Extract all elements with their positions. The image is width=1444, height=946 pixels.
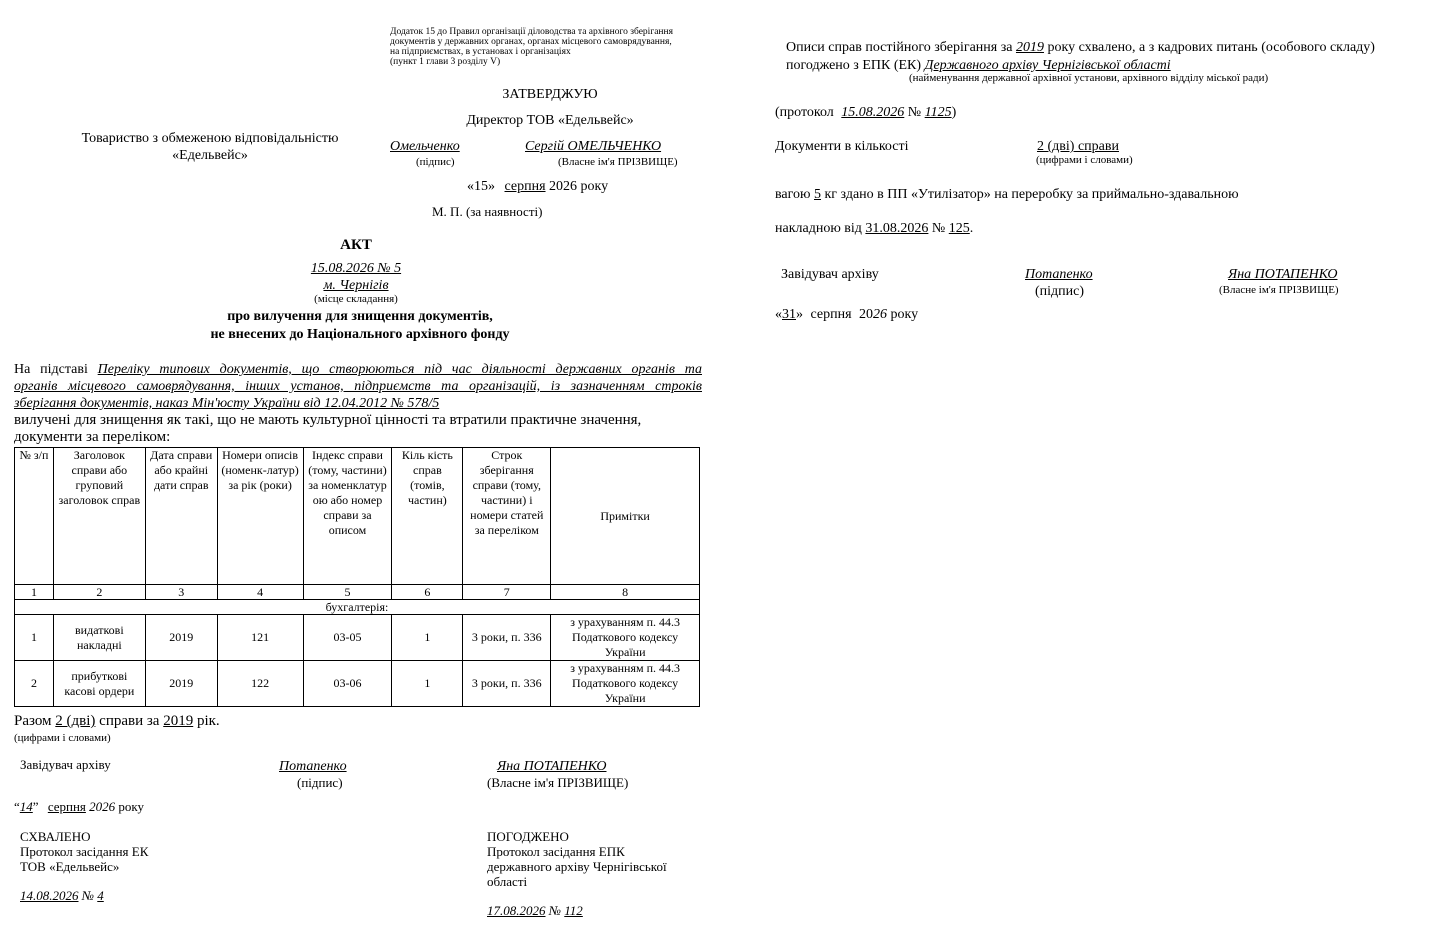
- signature-caption: (підпис): [1035, 284, 1085, 299]
- basis-reference: Переліку типових документів, що створюються під час діяльності державних органів та: [97, 362, 702, 377]
- name-caption: (Власне ім'я ПРІЗВИЩЕ): [1219, 284, 1339, 296]
- inventories-approved: Описи справ постійного зберігання за 2019 року схвалено, а з кадрових питань (особового складу): [786, 40, 1375, 55]
- documents-count-value: 2 (дві) справи: [1037, 139, 1119, 154]
- right-head-signature: Потапенко: [1025, 267, 1093, 282]
- col-header: Кіль кість справ (томів, частин): [392, 448, 463, 585]
- approve-position: Директор ТОВ «Едельвейс»: [466, 113, 634, 128]
- approve-date: «15» серпня 2026 року: [467, 179, 609, 194]
- act-place: м. Чернігів: [323, 278, 389, 293]
- agreed-epk-block: ПОГОДЖЕНО Протокол засідання ЕПК державного архіву Чернігівської області 17.08.2026 № 112: [487, 829, 667, 918]
- approve-title: ЗАТВЕРДЖУЮ: [502, 87, 598, 102]
- archive-head-position: Завідувач архіву: [20, 757, 111, 772]
- column-numbers-row: 1 2 3 4 5 6 7 8: [15, 585, 700, 600]
- agreed-with-epk: погоджено з ЕПК (ЕК) Державного архіву Чернігівської області: [786, 58, 1171, 73]
- total-caption: (цифрами і словами): [14, 732, 111, 744]
- basis-paragraph: На підставі Переліку типових документів, що створюються під час діяльності державних органів та органів місцевого самоврядування, інших установ, підприємств та організацій, із зазначенням строків зберігання документів, наказ Мін'юсту України від 12.04.2012 № 578/5 вилучені для знищення як такі, що не мають культурної цінності та втратили практичне значення, документи за переліком:: [14, 362, 702, 445]
- director-signature: Омельченко: [390, 139, 460, 154]
- table-header: [15, 448, 700, 585]
- place-caption: (місце складання): [314, 293, 398, 305]
- col-header: Дата справи або крайні дати справ: [145, 448, 217, 585]
- signature-caption: (підпис): [297, 775, 343, 790]
- stamp-note: М. П. (за наявності): [432, 204, 543, 219]
- archive-head-signature: Потапенко: [279, 759, 347, 774]
- col-header: Примітки: [551, 448, 700, 585]
- total-line: Разом 2 (дві) справи за 2019 рік.: [14, 713, 220, 729]
- col-header: Заголовок справи або груповий заголовок справ: [53, 448, 145, 585]
- right-head-name: Яна ПОТАПЕНКО: [1228, 267, 1338, 282]
- right-date: «31» серпня 2026 року: [775, 307, 919, 322]
- archive-sign-date: “14” серпня 2026 року: [14, 799, 145, 814]
- total-count: 2 (дві): [55, 713, 96, 729]
- approved-ek-block: СХВАЛЕНО Протокол засідання ЕК ТОВ «Едельвейс» 14.08.2026 № 4: [20, 829, 149, 903]
- archive-head-name: Яна ПОТАПЕНКО: [497, 759, 607, 774]
- section-row: бухгалтерія:: [15, 600, 700, 615]
- weight-line: вагою 5 кг здано в ПП «Утилізатор» на переробку за приймально-здавальною: [775, 187, 1239, 202]
- col-header: Індекс справи (тому, частини) за номенклатур ою або номер справи за описом: [303, 448, 392, 585]
- director-name: Сергій ОМЕЛЬЧЕНКО: [525, 139, 662, 154]
- act-title: АКТ: [340, 237, 372, 253]
- institution-caption: (найменування державної архівної установи, архівного відділу міської ради): [909, 72, 1269, 84]
- documents-count-label: Документи в кількості: [775, 139, 909, 154]
- organization-name: Товариство з обмеженою відповідальністю «Едельвейс»: [81, 131, 339, 163]
- act-subject: про вилучення для знищення документів, не внесених до Національного архівного фонду: [210, 309, 510, 342]
- table-row: 1 видаткові накладні 2019 121 03-05 1 3 роки, п. 336 з урахуванням п. 44.3 Податкового кодексу України: [15, 615, 700, 661]
- col-header: Номери описів (номенк-латур) за рік (роки): [217, 448, 303, 585]
- annex-note: Додаток 15 до Правил організації діловодства та архівного зберігання документів у державних органах, органах місцевого самоврядування, на підприємствах, в установах і організаціях (пункт 1 глави 3 розділу V): [390, 27, 673, 67]
- col-header: № з/п: [15, 448, 54, 585]
- signature-caption: (підпис): [416, 156, 455, 168]
- col-header: Строк зберігання справи (тому, частини) і номери статей за переліком: [463, 448, 551, 585]
- table-row: 2 прибуткові касові ордери 2019 122 03-06 1 3 роки, п. 336 з урахуванням п. 44.3 Податкового кодексу України: [15, 661, 700, 707]
- protocol-line: (протокол 15.08.2026 № 1125): [775, 105, 957, 120]
- documents-table: [14, 447, 700, 707]
- name-caption: (Власне ім'я ПРІЗВИЩЕ): [558, 156, 678, 168]
- name-caption: (Власне ім'я ПРІЗВИЩЕ): [487, 775, 629, 790]
- documents-count-caption: (цифрами і словами): [1036, 154, 1133, 166]
- act-number: 15.08.2026 № 5: [310, 261, 402, 276]
- right-head-position: Завідувач архіву: [781, 267, 879, 282]
- invoice-line: накладною від 31.08.2026 № 125.: [775, 221, 974, 236]
